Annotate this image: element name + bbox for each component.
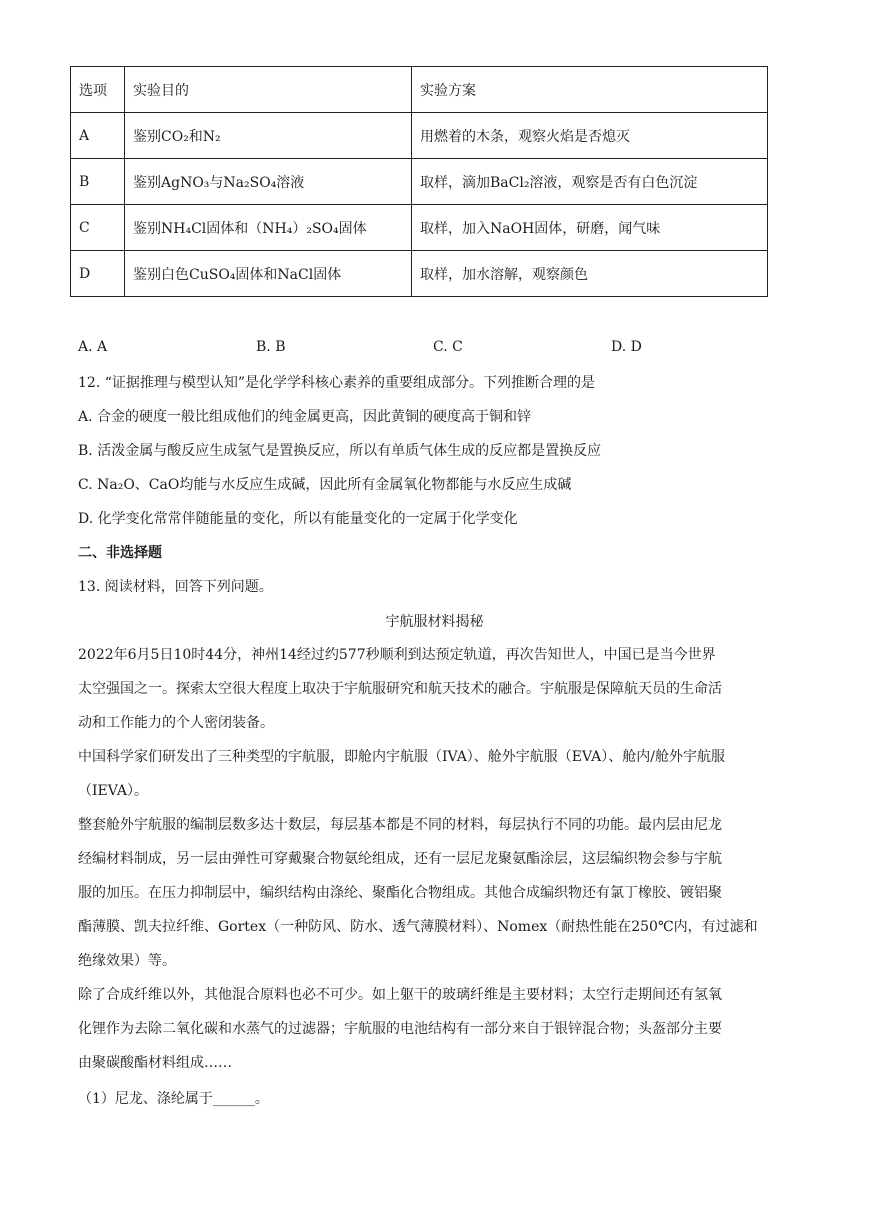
- paragraph-line: 服的加压。在压力抑制层中，编织结构由涤纶、聚酯化合物组成。其他合成编织物还有氯丁橡胶、镀铝聚: [78, 885, 722, 901]
- paragraph-line: 除了合成纤维以外，其他混合原料也必不可少。如上躯干的玻璃纤维是主要材料；太空行走期间还有氢氧: [78, 987, 722, 1003]
- experiment-table: [70, 66, 768, 297]
- paragraph-line: 由聚碳酸酯材料组成……: [78, 1055, 232, 1071]
- table-header-cell: 实验目的: [125, 67, 412, 113]
- question-13-stem: 13. 阅读材料，回答下列问题。: [78, 579, 273, 595]
- table-cell-plan: 取样，加入NaOH固体，研磨，闻气味: [412, 205, 768, 251]
- paragraph-line: 化锂作为去除二氧化碳和水蒸气的过滤器；宇航服的电池结构有一部分来自于银锌混合物；头盔部分主要: [78, 1021, 722, 1037]
- answer-option: B. B: [256, 339, 286, 355]
- table-cell-plan: 取样，加水溶解，观察颜色: [412, 251, 768, 297]
- table-cell-option: D: [71, 251, 125, 297]
- table-cell-purpose: 鉴别白色CuSO₄固体和NaCl固体: [125, 251, 412, 297]
- paragraph-line: 动和工作能力的个人密闭装备。: [78, 715, 274, 731]
- table-cell-purpose: 鉴别CO₂和N₂: [125, 113, 412, 159]
- article-title: 宇航服材料揭秘: [385, 614, 484, 630]
- table-header-row: [71, 67, 768, 113]
- article-paragraph: [78, 985, 792, 1087]
- table-cell-option: A: [71, 113, 125, 159]
- article-paragraph: [78, 815, 792, 985]
- table-row: [71, 205, 768, 251]
- question-12-option: A. 合金的硬度一般比组成他们的纯金属更高，因此黄铜的硬度高于铜和锌: [78, 409, 532, 425]
- paragraph-line: （IEVA）。: [78, 783, 149, 799]
- table-header-cell: 实验方案: [412, 67, 768, 113]
- answer-option: A. A: [78, 339, 108, 355]
- table-cell-option: C: [71, 205, 125, 251]
- paragraph-line: 太空强国之一。探索太空很大程度上取决于宇航服研究和航天技术的融合。宇航服是保障航天员的生命活: [78, 681, 722, 697]
- question-12-option: C. Na₂O、CaO均能与水反应生成碱，因此所有金属氧化物都能与水反应生成碱: [78, 477, 572, 493]
- answer-option: C. C: [433, 339, 463, 355]
- article-paragraph: [78, 645, 792, 747]
- table-cell-purpose: 鉴别AgNO₃与Na₂SO₄溶液: [125, 159, 412, 205]
- table-cell-option: B: [71, 159, 125, 205]
- paragraph-line: 中国科学家们研发出了三种类型的宇航服，即舱内宇航服（IVA）、舱外宇航服（EVA）、舱内/舱外宇航服: [78, 749, 726, 765]
- paragraph-line: 经编材料制成，另一层由弹性可穿戴聚合物氨纶组成，还有一层尼龙聚氨酯涂层，这层编织物会参与宇航: [78, 851, 722, 867]
- question-12-option: D. 化学变化常常伴随能量的变化，所以有能量变化的一定属于化学变化: [78, 511, 518, 527]
- paragraph-line: 整套舱外宇航服的编制层数多达十数层，每层基本都是不同的材料，每层执行不同的功能。最内层由尼龙: [78, 817, 722, 833]
- table-cell-plan: 取样，滴加BaCl₂溶液，观察是否有白色沉淀: [412, 159, 768, 205]
- table-row: [71, 159, 768, 205]
- paragraph-line: 2022年6月5日10时44分，神州14经过约577秒顺利到达预定轨道，再次告知世人，中国已是当今世界: [78, 647, 716, 663]
- table-row: [71, 251, 768, 297]
- paragraph-line: 酯薄膜、凯夫拉纤维、Gortex（一种防风、防水、透气薄膜材料）、Nomex（耐热性能在250℃内，有过滤和: [78, 919, 758, 935]
- table-cell-plan: 用燃着的木条，观察火焰是否熄灭: [412, 113, 768, 159]
- q11-options: [0, 339, 869, 359]
- answer-option: D. D: [611, 339, 642, 355]
- table-cell-purpose: 鉴别NH₄Cl固体和（NH₄）₂SO₄固体: [125, 205, 412, 251]
- paragraph-line: 绝缘效果）等。: [78, 953, 176, 969]
- question-12-option: B. 活泼金属与酸反应生成氢气是置换反应，所以有单质气体生成的反应都是置换反应: [78, 443, 602, 459]
- question-13-sub-1: （1）尼龙、涤纶属于______。: [78, 1091, 269, 1107]
- article-paragraph: [78, 747, 792, 815]
- section-title: 二、非选择题: [78, 545, 162, 561]
- table-row: [71, 113, 768, 159]
- table-header-cell: 选项: [71, 67, 125, 113]
- question-12-stem: 12. “证据推理与模型认知”是化学学科核心素养的重要组成部分。下列推断合理的是: [78, 375, 596, 391]
